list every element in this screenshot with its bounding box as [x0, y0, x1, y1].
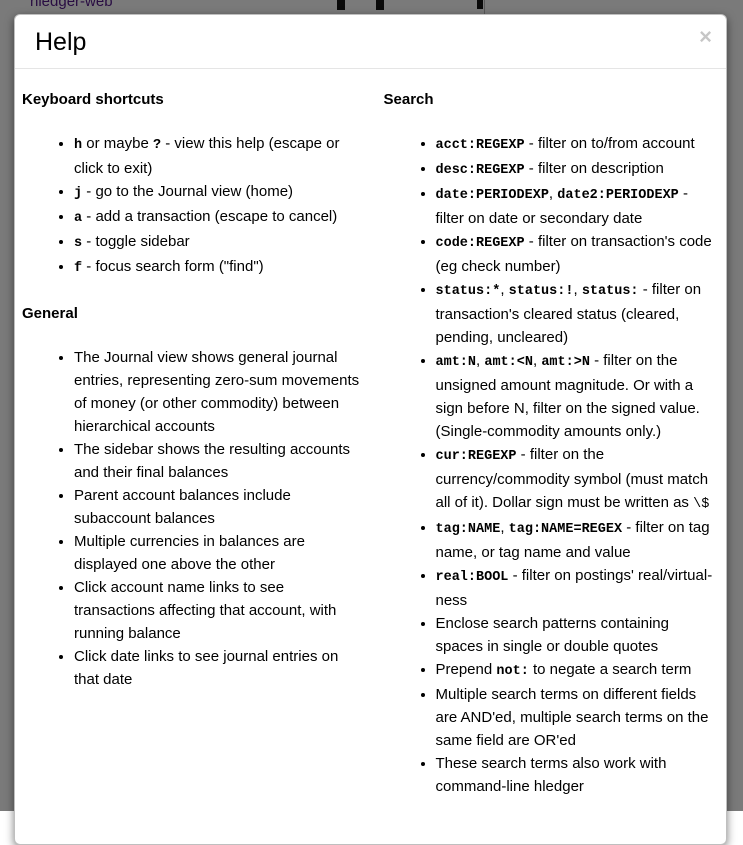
modal-body [15, 69, 726, 844]
help-list-item: • The Journal view shows general journal entries, representing zero-sum movements of money (or other commodity) between hierarchical accounts [74, 346, 361, 438]
help-list [22, 346, 361, 691]
code-term: amt:<N [484, 355, 533, 370]
help-list-item: • desc:REGEXP - filter on description [436, 157, 720, 182]
code-term: ? [153, 138, 161, 153]
code-term: a [74, 211, 82, 226]
help-list-item: • Click date links to see journal entries on that date [74, 645, 361, 691]
help-list-item: • real:BOOL - filter on postings' real/virtual-ness [436, 564, 720, 612]
help-list-item: • code:REGEXP - filter on transaction's code (eg check number) [436, 230, 720, 278]
code-term: status: [582, 284, 639, 299]
help-list-item: • Enclose search patterns containing spaces in single or double quotes [436, 612, 720, 658]
code-term: desc:REGEXP [436, 163, 525, 178]
help-list-item: • status:*, status:!, status: - filter on transaction's cleared status (cleared, pending, uncleared) [436, 278, 720, 349]
help-list-item: • cur:REGEXP - filter on the currency/commodity symbol (must match all of it). Dollar sign must be written as \$ [436, 443, 720, 516]
help-list-item: • Multiple search terms on different fields are AND'ed, multiple search terms on the same field are OR'ed [436, 683, 720, 752]
help-list [22, 132, 361, 280]
modal-title: Help [35, 28, 706, 56]
code-term: not: [496, 664, 528, 679]
help-list-item: • j - go to the Journal view (home) [74, 180, 361, 205]
code-term: real:BOOL [436, 570, 509, 585]
code-term: \$ [693, 497, 709, 512]
close-icon[interactable]: × [699, 26, 712, 48]
code-term: cur:REGEXP [436, 449, 517, 464]
help-modal [14, 14, 727, 845]
code-term: j [74, 186, 82, 201]
help-list-item: • Multiple currencies in balances are displayed one above the other [74, 530, 361, 576]
help-list-item: • f - focus search form ("find") [74, 255, 361, 280]
modal-header [15, 15, 726, 69]
help-list-item: • Prepend not: to negate a search term [436, 658, 720, 683]
help-column-right [371, 91, 720, 814]
help-list [384, 132, 720, 798]
code-term: date:PERIODEXP [436, 188, 549, 203]
code-term: tag:NAME [436, 522, 501, 537]
help-column-left [22, 91, 371, 814]
code-term: acct:REGEXP [436, 138, 525, 153]
code-term: tag:NAME=REGEX [509, 522, 622, 537]
code-term: amt:N [436, 355, 477, 370]
code-term: code:REGEXP [436, 236, 525, 251]
code-term: s [74, 236, 82, 251]
help-list-item: • a - add a transaction (escape to cancel) [74, 205, 361, 230]
code-term: h [74, 138, 82, 153]
section-heading: General [22, 305, 361, 323]
help-list-item: • Parent account balances include subaccount balances [74, 484, 361, 530]
code-term: date2:PERIODEXP [557, 188, 679, 203]
code-term: f [74, 261, 82, 276]
section-heading: Search [384, 91, 720, 109]
help-list-item: • h or maybe ? - view this help (escape or click to exit) [74, 132, 361, 180]
help-list-item: • The sidebar shows the resulting accounts and their final balances [74, 438, 361, 484]
help-list-item: • amt:N, amt:<N, amt:>N - filter on the unsigned amount magnitude. Or with a sign before N, filter on the signed value. (Single-commodity amounts only.) [436, 349, 720, 443]
help-list-item: • s - toggle sidebar [74, 230, 361, 255]
help-list-item: • Click account name links to see transactions affecting that account, with running balance [74, 576, 361, 645]
help-list-item: • These search terms also work with command-line hledger [436, 752, 720, 798]
code-term: status:! [509, 284, 574, 299]
help-list-item: • tag:NAME, tag:NAME=REGEX - filter on tag name, or tag name and value [436, 516, 720, 564]
code-term: amt:>N [541, 355, 590, 370]
code-term: status:* [436, 284, 501, 299]
section-heading: Keyboard shortcuts [22, 91, 361, 109]
help-list-item: • acct:REGEXP - filter on to/from account [436, 132, 720, 157]
help-list-item: • date:PERIODEXP, date2:PERIODEXP - filter on date or secondary date [436, 182, 720, 230]
